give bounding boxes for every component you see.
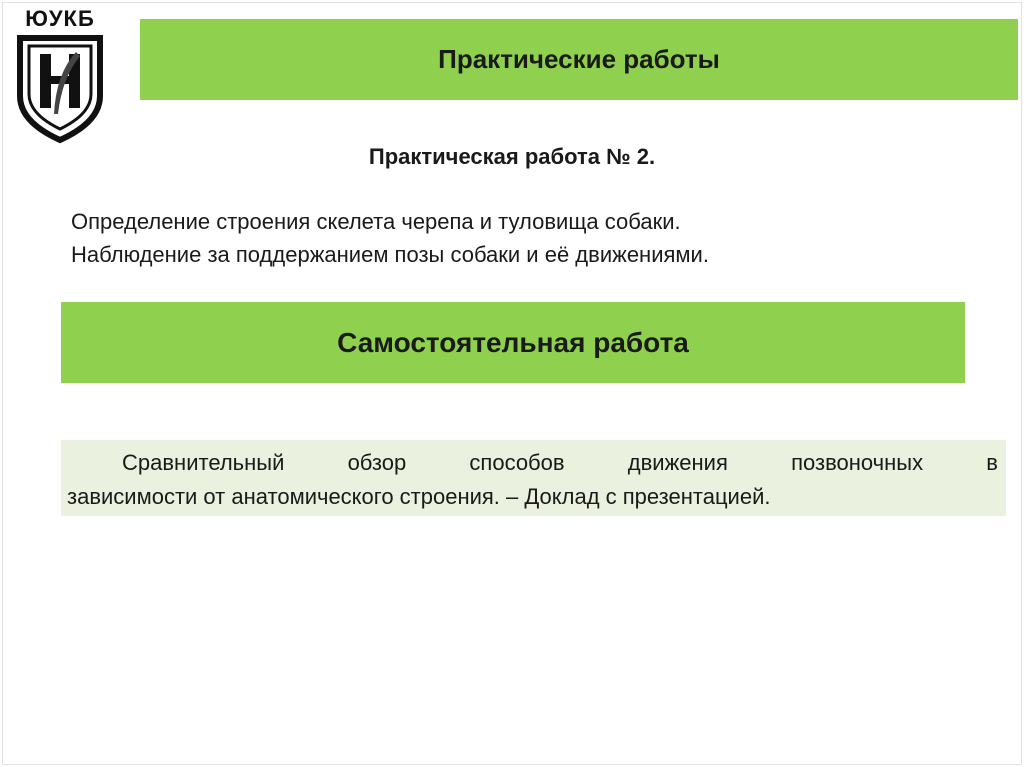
- university-logo: [12, 6, 108, 144]
- section-banner: [61, 302, 965, 383]
- task-word: позвоночных: [791, 450, 924, 475]
- task-line: [67, 446, 998, 480]
- task-word: движения: [627, 450, 728, 475]
- practical-work-description: [71, 205, 971, 271]
- practical-work-title: Практическая работа № 2.: [368, 144, 656, 169]
- task-word: Сравнительный: [122, 450, 285, 475]
- description-line: Наблюдение за поддержанием позы собаки и её движениями.: [71, 242, 709, 267]
- header-banner: [140, 19, 1018, 100]
- description-line: Определение строения скелета черепа и туловища собаки.: [71, 209, 681, 234]
- shield-icon: [16, 34, 104, 144]
- task-line: зависимости от анатомического строения. – Доклад с презентацией.: [67, 484, 771, 509]
- task-word: способов: [469, 450, 565, 475]
- task-word: в: [986, 450, 998, 475]
- section-title: Самостоятельная работа: [337, 326, 689, 358]
- logo-text: ЮУКБ: [25, 6, 95, 31]
- slide-frame: [2, 2, 1022, 765]
- page-title: Практические работы: [438, 44, 720, 74]
- task-word: обзор: [347, 450, 407, 475]
- task-box: [61, 440, 1006, 516]
